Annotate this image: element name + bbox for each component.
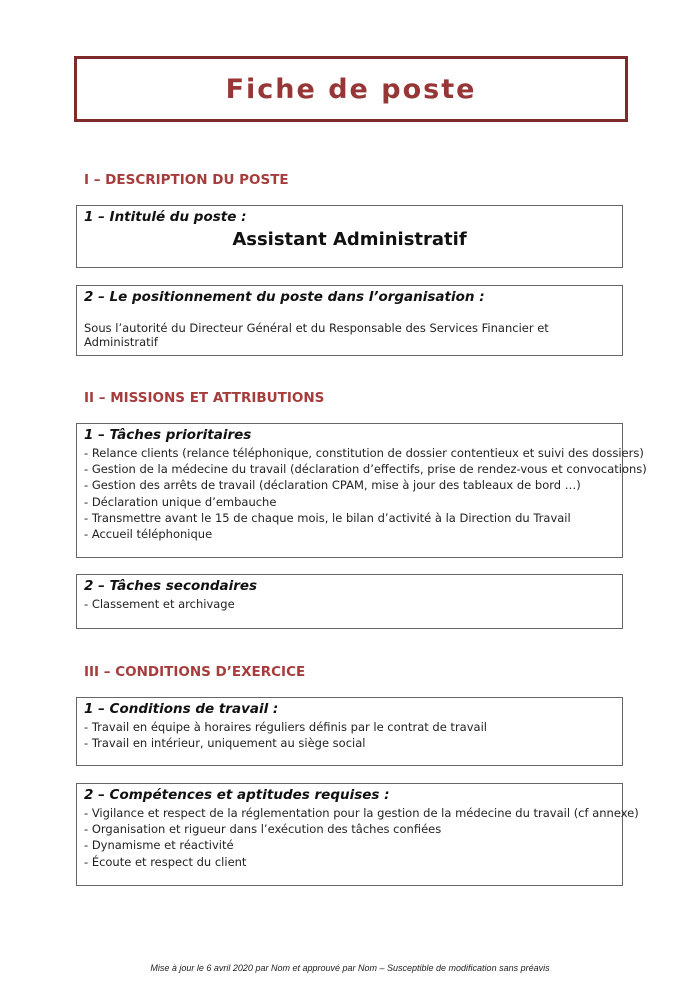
competences-heading: 2 – Compétences et aptitudes requises : <box>84 787 390 803</box>
box-positionnement <box>76 285 623 356</box>
list-item: - Transmettre avant le 15 de chaque mois, le bilan d’activité à la Direction du Travail <box>84 510 615 526</box>
section-title-description: I – DESCRIPTION DU POSTE <box>84 172 289 188</box>
list-item: - Dynamisme et réactivité <box>84 837 615 853</box>
list-item: - Déclaration unique d’embauche <box>84 494 615 510</box>
list-item: - Gestion des arrêts de travail (déclaration CPAM, mise à jour des tableaux de bord …) <box>84 477 615 493</box>
list-item: - Travail en équipe à horaires réguliers définis par le contrat de travail <box>84 719 615 735</box>
document-title-box <box>74 56 628 122</box>
competences-list <box>84 805 639 870</box>
box-taches-secondaires <box>76 574 623 629</box>
positionnement-heading: 2 – Le positionnement du poste dans l’organisation : <box>84 289 485 305</box>
list-item: - Relance clients (relance téléphonique, constitution de dossier contentieux et suivi des dossiers) <box>84 445 615 461</box>
intitule-heading: 1 – Intitulé du poste : <box>84 209 247 225</box>
section-title-conditions: III – CONDITIONS D’EXERCICE <box>84 664 306 680</box>
box-taches-prioritaires <box>76 423 647 558</box>
list-item: - Accueil téléphonique <box>84 526 615 542</box>
conditions-travail-heading: 1 – Conditions de travail : <box>84 701 279 717</box>
list-item: - Écoute et respect du client <box>84 854 615 870</box>
list-item: - Classement et archivage <box>84 596 615 612</box>
box-intitule-du-poste <box>76 205 623 268</box>
taches-secondaires-list <box>84 596 615 612</box>
list-item: - Vigilance et respect de la réglementation pour la gestion de la médecine du travail (cf annexe) <box>84 805 615 821</box>
section-title-missions: II – MISSIONS ET ATTRIBUTIONS <box>84 390 325 406</box>
taches-prioritaires-list <box>84 445 647 542</box>
document-title: Fiche de poste <box>225 73 477 105</box>
box-competences <box>76 783 639 886</box>
list-item: - Gestion de la médecine du travail (déclaration d’effectifs, prise de rendez-vous et convocations) <box>84 461 615 477</box>
box-conditions-de-travail <box>76 697 623 766</box>
taches-secondaires-heading: 2 – Tâches secondaires <box>84 578 258 594</box>
conditions-travail-list <box>84 719 615 751</box>
list-item: - Travail en intérieur, uniquement au siège social <box>84 735 615 751</box>
taches-prioritaires-heading: 1 – Tâches prioritaires <box>84 427 252 443</box>
footer-note: Mise à jour le 6 avril 2020 par Nom et approuvé par Nom – Susceptible de modification sans préavis <box>150 963 550 973</box>
job-title: Assistant Administratif <box>232 229 467 250</box>
list-item: - Organisation et rigueur dans l’exécution des tâches confiées <box>84 821 615 837</box>
positionnement-text: Sous l’autorité du Directeur Général et du Responsable des Services Financier et Administratif <box>84 321 549 349</box>
